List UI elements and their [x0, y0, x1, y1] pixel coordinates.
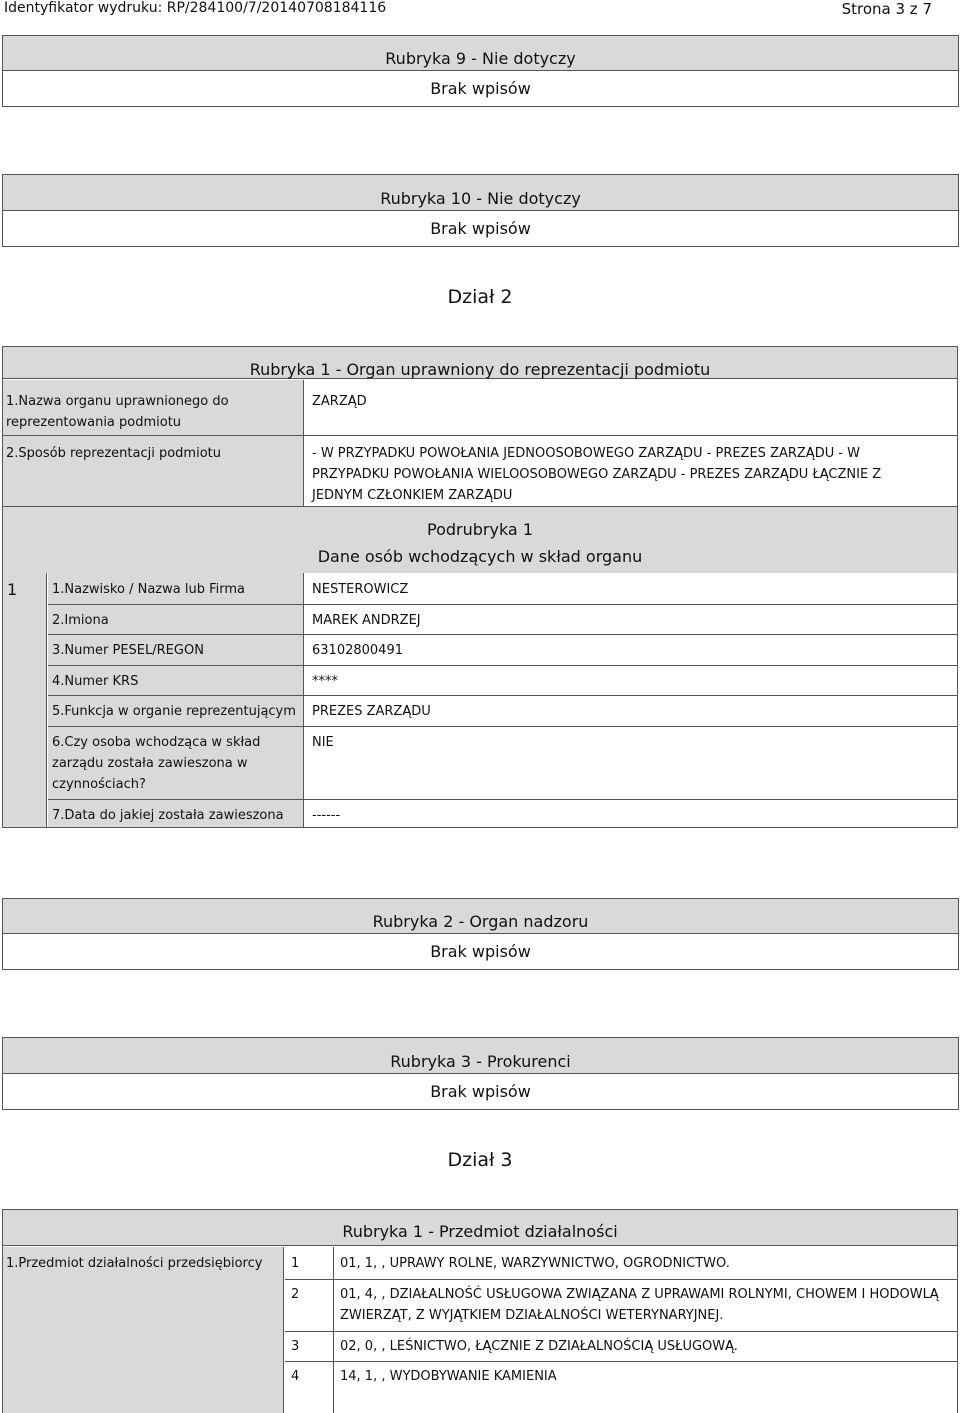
row-divider — [48, 799, 957, 800]
rubryka-9-section — [2, 35, 959, 107]
row-divider — [285, 1279, 957, 1280]
rubryka-2-body: Brak wpisów — [430, 942, 531, 961]
representation-method-value: - W PRZYPADKU POWOŁANIA JEDNOOSOBOWEGO ZARZĄDU - PREZES ZARZĄDU - W PRZYPADKU POWOŁANIA WIELOOSOBOWEGO ZARZĄDU - PREZES ZARZĄDU ŁĄCZNIE Z JEDNYM CZŁONKIEM ZARZĄDU — [312, 446, 882, 503]
dzial-2-heading: Dział 2 — [447, 286, 513, 308]
field-first-names-label: 2.Imiona — [52, 613, 109, 628]
field-function-value: PREZES ZARZĄDU — [312, 704, 431, 719]
organ-name-label: 1.Nazwa organu uprawnionego do reprezentowania podmiotu — [6, 394, 229, 430]
przedmiot-item-number: 3 — [291, 1339, 300, 1354]
rubryka-3-title: Rubryka 3 - Prokurenci — [3, 1038, 958, 1074]
rubryka-1-organ-title: Rubryka 1 - Organ uprawniony do reprezentacji podmiotu — [249, 360, 711, 379]
field-suspended-date-label: 7.Data do jakiej została zawieszona — [52, 808, 284, 823]
row-divider — [48, 634, 957, 635]
field-pesel-value: 63102800491 — [312, 643, 403, 658]
rubryka-9-title: Rubryka 9 - Nie dotyczy — [3, 36, 958, 71]
przedmiot-item-text: 01, 4, , DZIAŁALNOŚĆ USŁUGOWA ZWIĄZANA Z UPRAWAMI ROLNYMI, CHOWEM I HODOWLĄ ZWIERZĄT, Z WYJĄTKIEM DZIAŁALNOŚCI WETERYNARYJNEJ. — [340, 1287, 939, 1323]
field-suspended-label: 6.Czy osoba wchodząca w skład zarządu została zawieszona w czynnościach? — [52, 735, 261, 792]
przedmiot-item-number: 2 — [291, 1287, 300, 1302]
field-first-names-value: MAREK ANDRZEJ — [312, 613, 421, 628]
przedmiot-item-text: 01, 1, , UPRAWY ROLNE, WARZYWNICTWO, OGRODNICTWO. — [340, 1256, 730, 1271]
dzial-3-heading: Dział 3 — [447, 1149, 513, 1171]
field-suspended-value: NIE — [312, 735, 334, 750]
field-surname-value: NESTEROWICZ — [312, 582, 409, 597]
field-function-label: 5.Funkcja w organie reprezentującym — [52, 704, 296, 719]
rubryka-9-body: Brak wpisów — [430, 79, 531, 98]
field-pesel-label: 3.Numer PESEL/REGON — [52, 643, 204, 658]
rubryka-10-section — [2, 174, 959, 247]
row-divider — [48, 604, 957, 605]
rubryka-2-title: Rubryka 2 - Organ nadzoru — [3, 899, 958, 934]
rubryka-2-section — [2, 898, 959, 970]
person-index: 1 — [7, 580, 18, 599]
przedmiot-item-text: 14, 1, , WYDOBYWANIE KAMIENIA — [340, 1369, 557, 1384]
rubryka-10-body: Brak wpisów — [430, 219, 531, 238]
field-surname-label: 1.Nazwisko / Nazwa lub Firma — [52, 582, 245, 597]
row-divider — [285, 1361, 957, 1362]
przedmiot-item-text: 02, 0, , LEŚNICTWO, ŁĄCZNIE Z DZIAŁALNOŚCIĄ USŁUGOWĄ. — [340, 1339, 738, 1354]
podrubryka-title: Podrubryka 1 — [427, 520, 533, 539]
row-divider — [3, 435, 957, 436]
row-divider — [48, 695, 957, 696]
przedmiot-title: Rubryka 1 - Przedmiot działalności — [342, 1222, 618, 1241]
row-divider — [48, 665, 957, 666]
organ-name-value: ZARZĄD — [312, 394, 367, 409]
row-divider — [285, 1331, 957, 1332]
field-krs-label: 4.Numer KRS — [52, 674, 139, 689]
przedmiot-item-number: 4 — [291, 1369, 300, 1384]
przedmiot-item-number: 1 — [291, 1256, 300, 1271]
person-index-column — [3, 573, 47, 827]
page-number: Strona 3 z 7 — [841, 0, 932, 18]
rubryka-3-body: Brak wpisów — [430, 1082, 531, 1101]
print-identifier: Identyfikator wydruku: RP/284100/7/20140708184116 — [4, 0, 387, 16]
field-suspended-date-value: ------ — [312, 808, 341, 823]
rubryka-3-section — [2, 1037, 959, 1110]
podrubryka-subtitle: Dane osób wchodzących w skład organu — [317, 547, 643, 566]
rubryka-10-title: Rubryka 10 - Nie dotyczy — [3, 175, 958, 211]
przedmiot-label: 1.Przedmiot działalności przedsiębiorcy — [6, 1256, 263, 1271]
field-krs-value: **** — [312, 674, 338, 689]
representation-method-label: 2.Sposób reprezentacji podmiotu — [6, 446, 221, 461]
row-divider — [48, 726, 957, 727]
